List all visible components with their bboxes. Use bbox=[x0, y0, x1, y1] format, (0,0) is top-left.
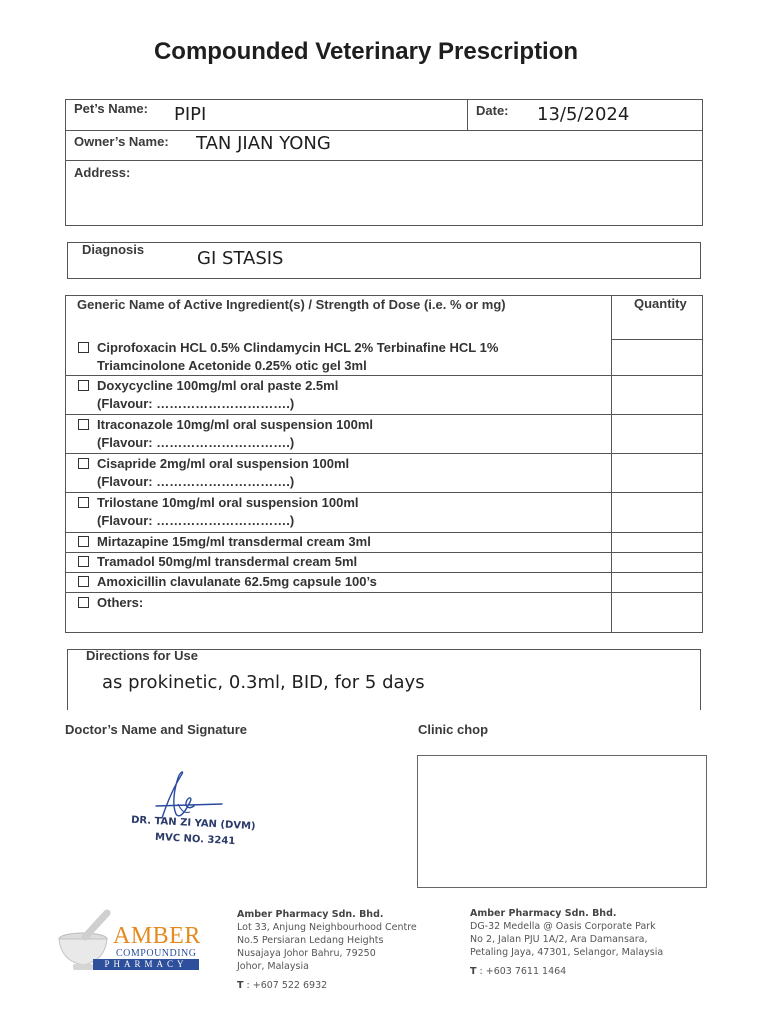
checkbox[interactable] bbox=[78, 556, 89, 567]
date-label: Date: bbox=[476, 103, 509, 118]
directions-field[interactable]: as prokinetic, 0.3ml, BID, for 5 days bbox=[102, 672, 425, 693]
clinic-chop-label: Clinic chop bbox=[418, 722, 489, 737]
owner-name-label: Owner’s Name: bbox=[74, 134, 169, 149]
diagnosis-box bbox=[67, 242, 701, 279]
directions-label: Directions for Use bbox=[86, 648, 198, 663]
address-label: Address: bbox=[74, 165, 131, 180]
divider bbox=[65, 375, 703, 376]
medication-item[interactable]: Tramadol 50mg/ml transdermal cream 5ml bbox=[78, 553, 357, 571]
amber-pharmacy-logo bbox=[55, 905, 205, 977]
diagnosis-label: Diagnosis bbox=[82, 242, 145, 257]
divider bbox=[467, 99, 468, 130]
checkbox[interactable] bbox=[78, 597, 89, 608]
date-field[interactable]: 13/5/2024 bbox=[537, 104, 630, 125]
address-johor: Amber Pharmacy Sdn. Bhd. Lot 33, Anjung Neighbourhood Centre No.5 Persiaran Ledang Heights Nusajaya Johor Bahru, 79250 Johor, Malaysia T : +607 522 6932 bbox=[237, 909, 417, 991]
divider bbox=[65, 130, 703, 131]
pet-name-label: Pet’s Name: bbox=[74, 101, 148, 116]
ingredient-column-header: Generic Name of Active Ingredient(s) / Strength of Dose (i.e. % or mg) bbox=[77, 297, 506, 312]
checkbox[interactable] bbox=[78, 419, 89, 430]
logo-brand: AMBER bbox=[113, 923, 201, 949]
medication-item[interactable]: Ciprofoxacin HCL 0.5% Clindamycin HCL 2% Terbinafine HCL 1% Triamcinolone Acetonide 0.25% otic gel 3ml bbox=[78, 339, 498, 375]
divider bbox=[65, 453, 703, 454]
logo-line3: PHARMACY bbox=[93, 959, 199, 970]
divider bbox=[65, 160, 703, 161]
checkbox[interactable] bbox=[78, 458, 89, 469]
page-title: Compounded Veterinary Prescription bbox=[153, 38, 579, 65]
divider bbox=[611, 295, 612, 633]
divider bbox=[65, 492, 703, 493]
checkbox[interactable] bbox=[78, 342, 89, 353]
medication-item[interactable]: Doxycycline 100mg/ml oral paste 2.5ml (Flavour: ………………………….) bbox=[78, 377, 338, 413]
address-selangor: Amber Pharmacy Sdn. Bhd. DG-32 Medella @ Oasis Corporate Park No 2, Jalan PJU 1A/2, Ara Damansara, Petaling Jaya, 47301, Selangor, Malaysia T : +603 7611 1464 bbox=[470, 908, 664, 977]
checkbox[interactable] bbox=[78, 497, 89, 508]
medication-item[interactable]: Mirtazapine 15mg/ml transdermal cream 3ml bbox=[78, 533, 371, 551]
doctor-stamp-mvc: MVC NO. 3241 bbox=[154, 831, 236, 848]
medication-item[interactable]: Itraconazole 10mg/ml oral suspension 100ml (Flavour: ………………………….) bbox=[78, 416, 373, 452]
clinic-chop-box bbox=[417, 755, 707, 888]
medication-item[interactable]: Cisapride 2mg/ml oral suspension 100ml (Flavour: ………………………….) bbox=[78, 455, 349, 491]
doctor-label: Doctor’s Name and Signature bbox=[65, 722, 248, 737]
diagnosis-field[interactable]: GI STASIS bbox=[197, 248, 284, 269]
divider bbox=[65, 414, 703, 415]
owner-name-field[interactable]: TAN JIAN YONG bbox=[196, 133, 331, 154]
medication-item[interactable]: Trilostane 10mg/ml oral suspension 100ml (Flavour: ………………………….) bbox=[78, 494, 359, 530]
medication-item[interactable]: Others: bbox=[78, 594, 143, 612]
pet-name-field[interactable]: PIPI bbox=[174, 104, 207, 125]
divider bbox=[65, 592, 703, 593]
checkbox[interactable] bbox=[78, 536, 89, 547]
checkbox[interactable] bbox=[78, 380, 89, 391]
checkbox[interactable] bbox=[78, 576, 89, 587]
logo-line2: COMPOUNDING bbox=[116, 948, 197, 959]
quantity-column-header: Quantity bbox=[634, 296, 687, 311]
doctor-stamp-name: DR. TAN ZI YAN (DVM) bbox=[130, 814, 256, 833]
medication-item[interactable]: Amoxicillin clavulanate 62.5mg capsule 100’s bbox=[78, 573, 377, 591]
divider bbox=[611, 339, 703, 340]
